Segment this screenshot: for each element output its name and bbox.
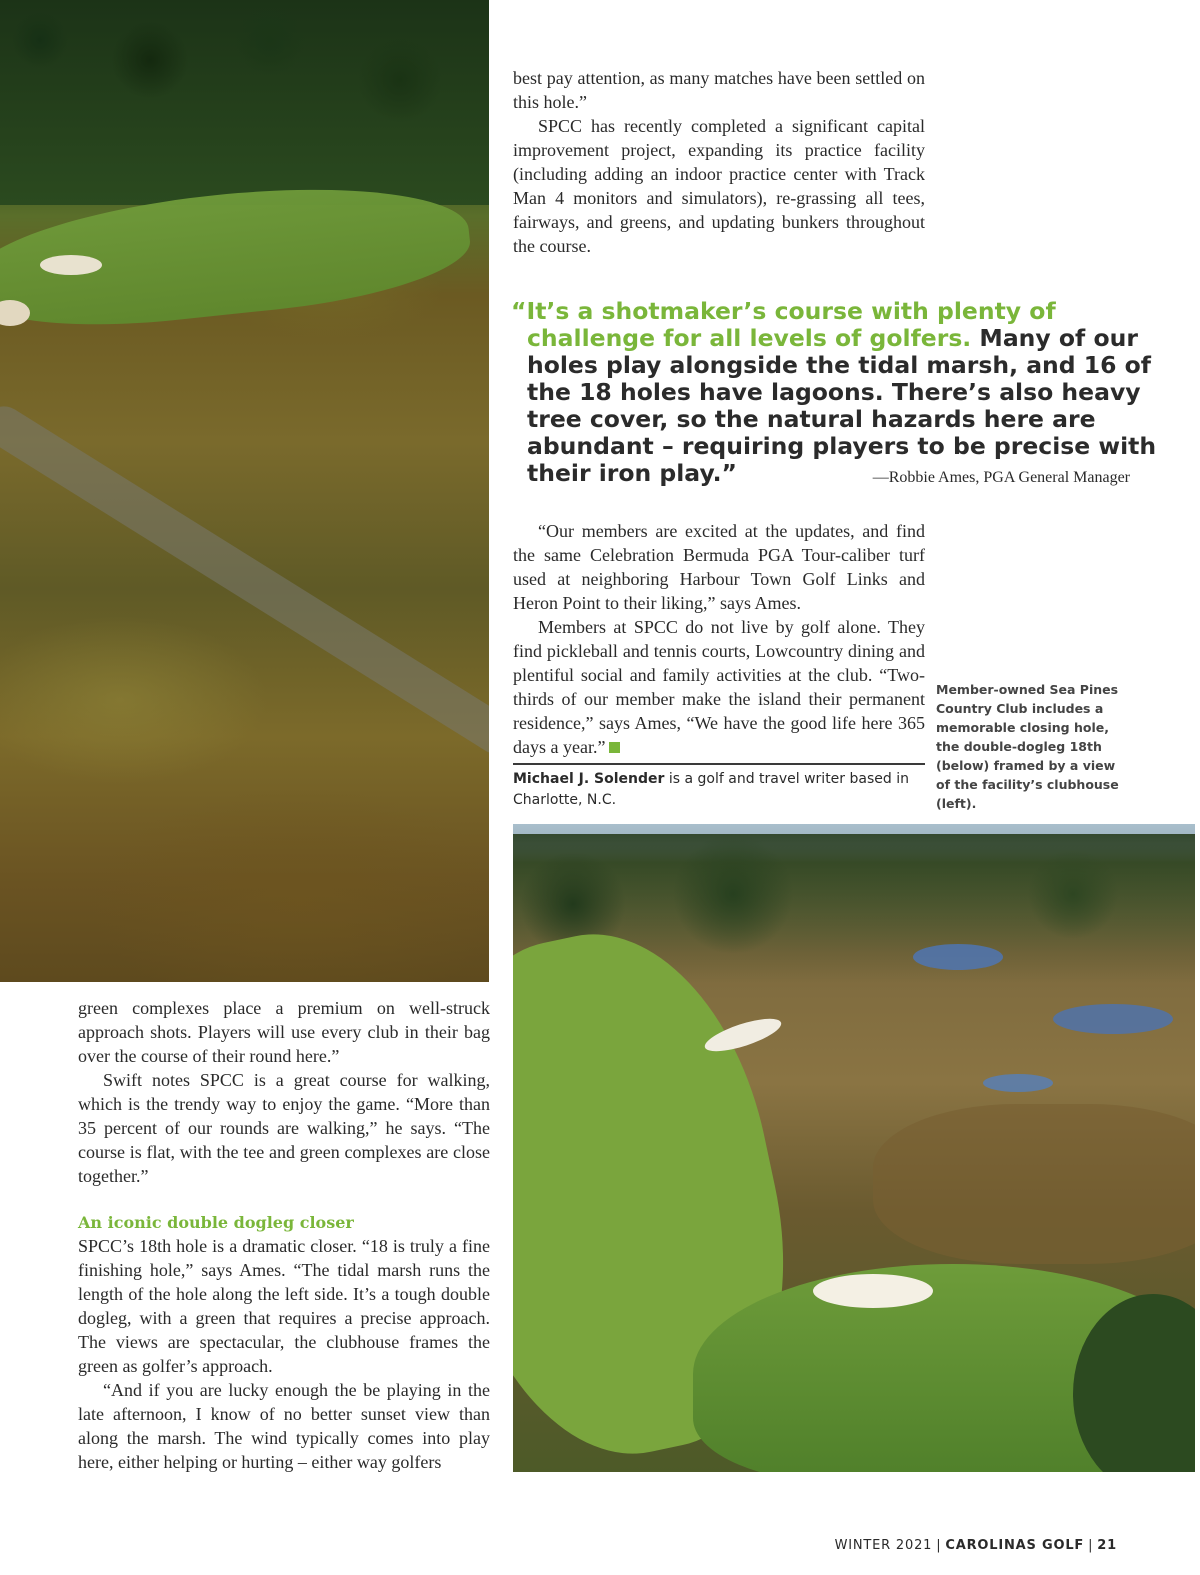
paragraph: “And if you are lucky enough the be playing in the late afternoon, I know of no better sunset view than along the marsh. The wind typically comes into play here, either helping or hurting – either way golfers: [78, 1380, 490, 1472]
eighteenth-hole-photo: [513, 824, 1195, 1472]
folio-separator: |: [1088, 1538, 1094, 1553]
marsh-path: [0, 399, 489, 761]
paragraph: best pay attention, as many matches have been settled on this hole.”: [513, 68, 925, 112]
pull-quote-highlight: “It’s a shotmaker’s course with plenty of challenge for all levels of golfers.: [511, 297, 1056, 352]
marsh-water: [1053, 1004, 1173, 1034]
spacer: [78, 1188, 490, 1212]
end-of-article-mark: [609, 742, 620, 753]
author-divider: [513, 763, 925, 765]
magazine-name: CAROLINAS GOLF: [945, 1538, 1085, 1553]
photo-caption: Member-owned Sea Pines Country Club includes a memorable closing hole, the double-dogleg 18th (below) framed by a view of the facility’s clubhouse (left).: [936, 682, 1119, 811]
tree-canopy: [0, 0, 489, 205]
sand-bunker: [813, 1274, 933, 1308]
paragraph: Swift notes SPCC is a great course for walking, which is the trendy way to enjoy the game. “More than 35 percent of our rounds are walking,” he says. “The course is flat, with the tee and green complexes are close together.”: [78, 1070, 490, 1186]
pull-quote-attribution: —Robbie Ames, PGA General Manager: [872, 469, 1130, 486]
author-description: is a golf and travel writer based in Charlotte, N.C.: [513, 771, 909, 808]
issue-date: WINTER 2021: [834, 1538, 933, 1553]
paragraph-text: Members at SPCC do not live by golf alone. They find pickleball and tennis courts, Lowcountry dining and plentiful social and family activities at the club. “Two-thirds of our member make the island their permanent residence,” says Ames, “We have the good life here 365 days a year.”: [513, 617, 925, 757]
section-subhead: An iconic double dogleg closer: [78, 1213, 354, 1232]
author-name: Michael J. Solender: [513, 771, 665, 787]
article-column-top: [513, 66, 925, 258]
paragraph: SPCC has recently completed a significant capital improvement project, expanding its practice facility (including adding an indoor practice center with Track Man 4 monitors and simulators), re-grassing all tees, fairways, and greens, and updating bunkers throughout the course.: [513, 116, 925, 256]
sand-bunker: [40, 255, 102, 275]
article-column-left: [78, 996, 490, 1474]
pull-quote: [511, 298, 1157, 487]
marsh-water: [983, 1074, 1053, 1092]
marsh-water: [913, 944, 1003, 970]
sand-bunker: [0, 300, 30, 326]
author-bio: [513, 769, 925, 811]
marsh-grass: [873, 1104, 1195, 1264]
article-column-middle: [513, 519, 925, 759]
folio-separator: |: [936, 1538, 942, 1553]
paragraph: [513, 615, 925, 759]
pull-quote-body: Many of our holes play alongside the tidal marsh, and 16 of the 18 holes have lagoons. There’s also heavy tree cover, so the natural hazards here are abundant – requiring players to be precise with their iron play.”: [527, 324, 1157, 487]
paragraph: green complexes place a premium on well-struck approach shots. Players will use every club in their bag over the course of their round here.”: [78, 998, 490, 1066]
page-number: 21: [1097, 1538, 1117, 1553]
page-folio: [835, 1538, 1117, 1553]
paragraph: “Our members are excited at the updates, and find the same Celebration Bermuda PGA Tour-caliber turf used at neighboring Harbour Town Golf Links and Heron Point to their liking,” says Ames.: [513, 521, 925, 613]
aerial-marsh-photo: [0, 0, 489, 982]
paragraph: SPCC’s 18th hole is a dramatic closer. “18 is truly a fine finishing hole,” says Ames. “The tidal marsh runs the length of the hole along the left side. It’s a tough double dogleg, with a green that requires a precise approach. The views are spectacular, the clubhouse frames the green as golfer’s approach.: [78, 1236, 490, 1376]
